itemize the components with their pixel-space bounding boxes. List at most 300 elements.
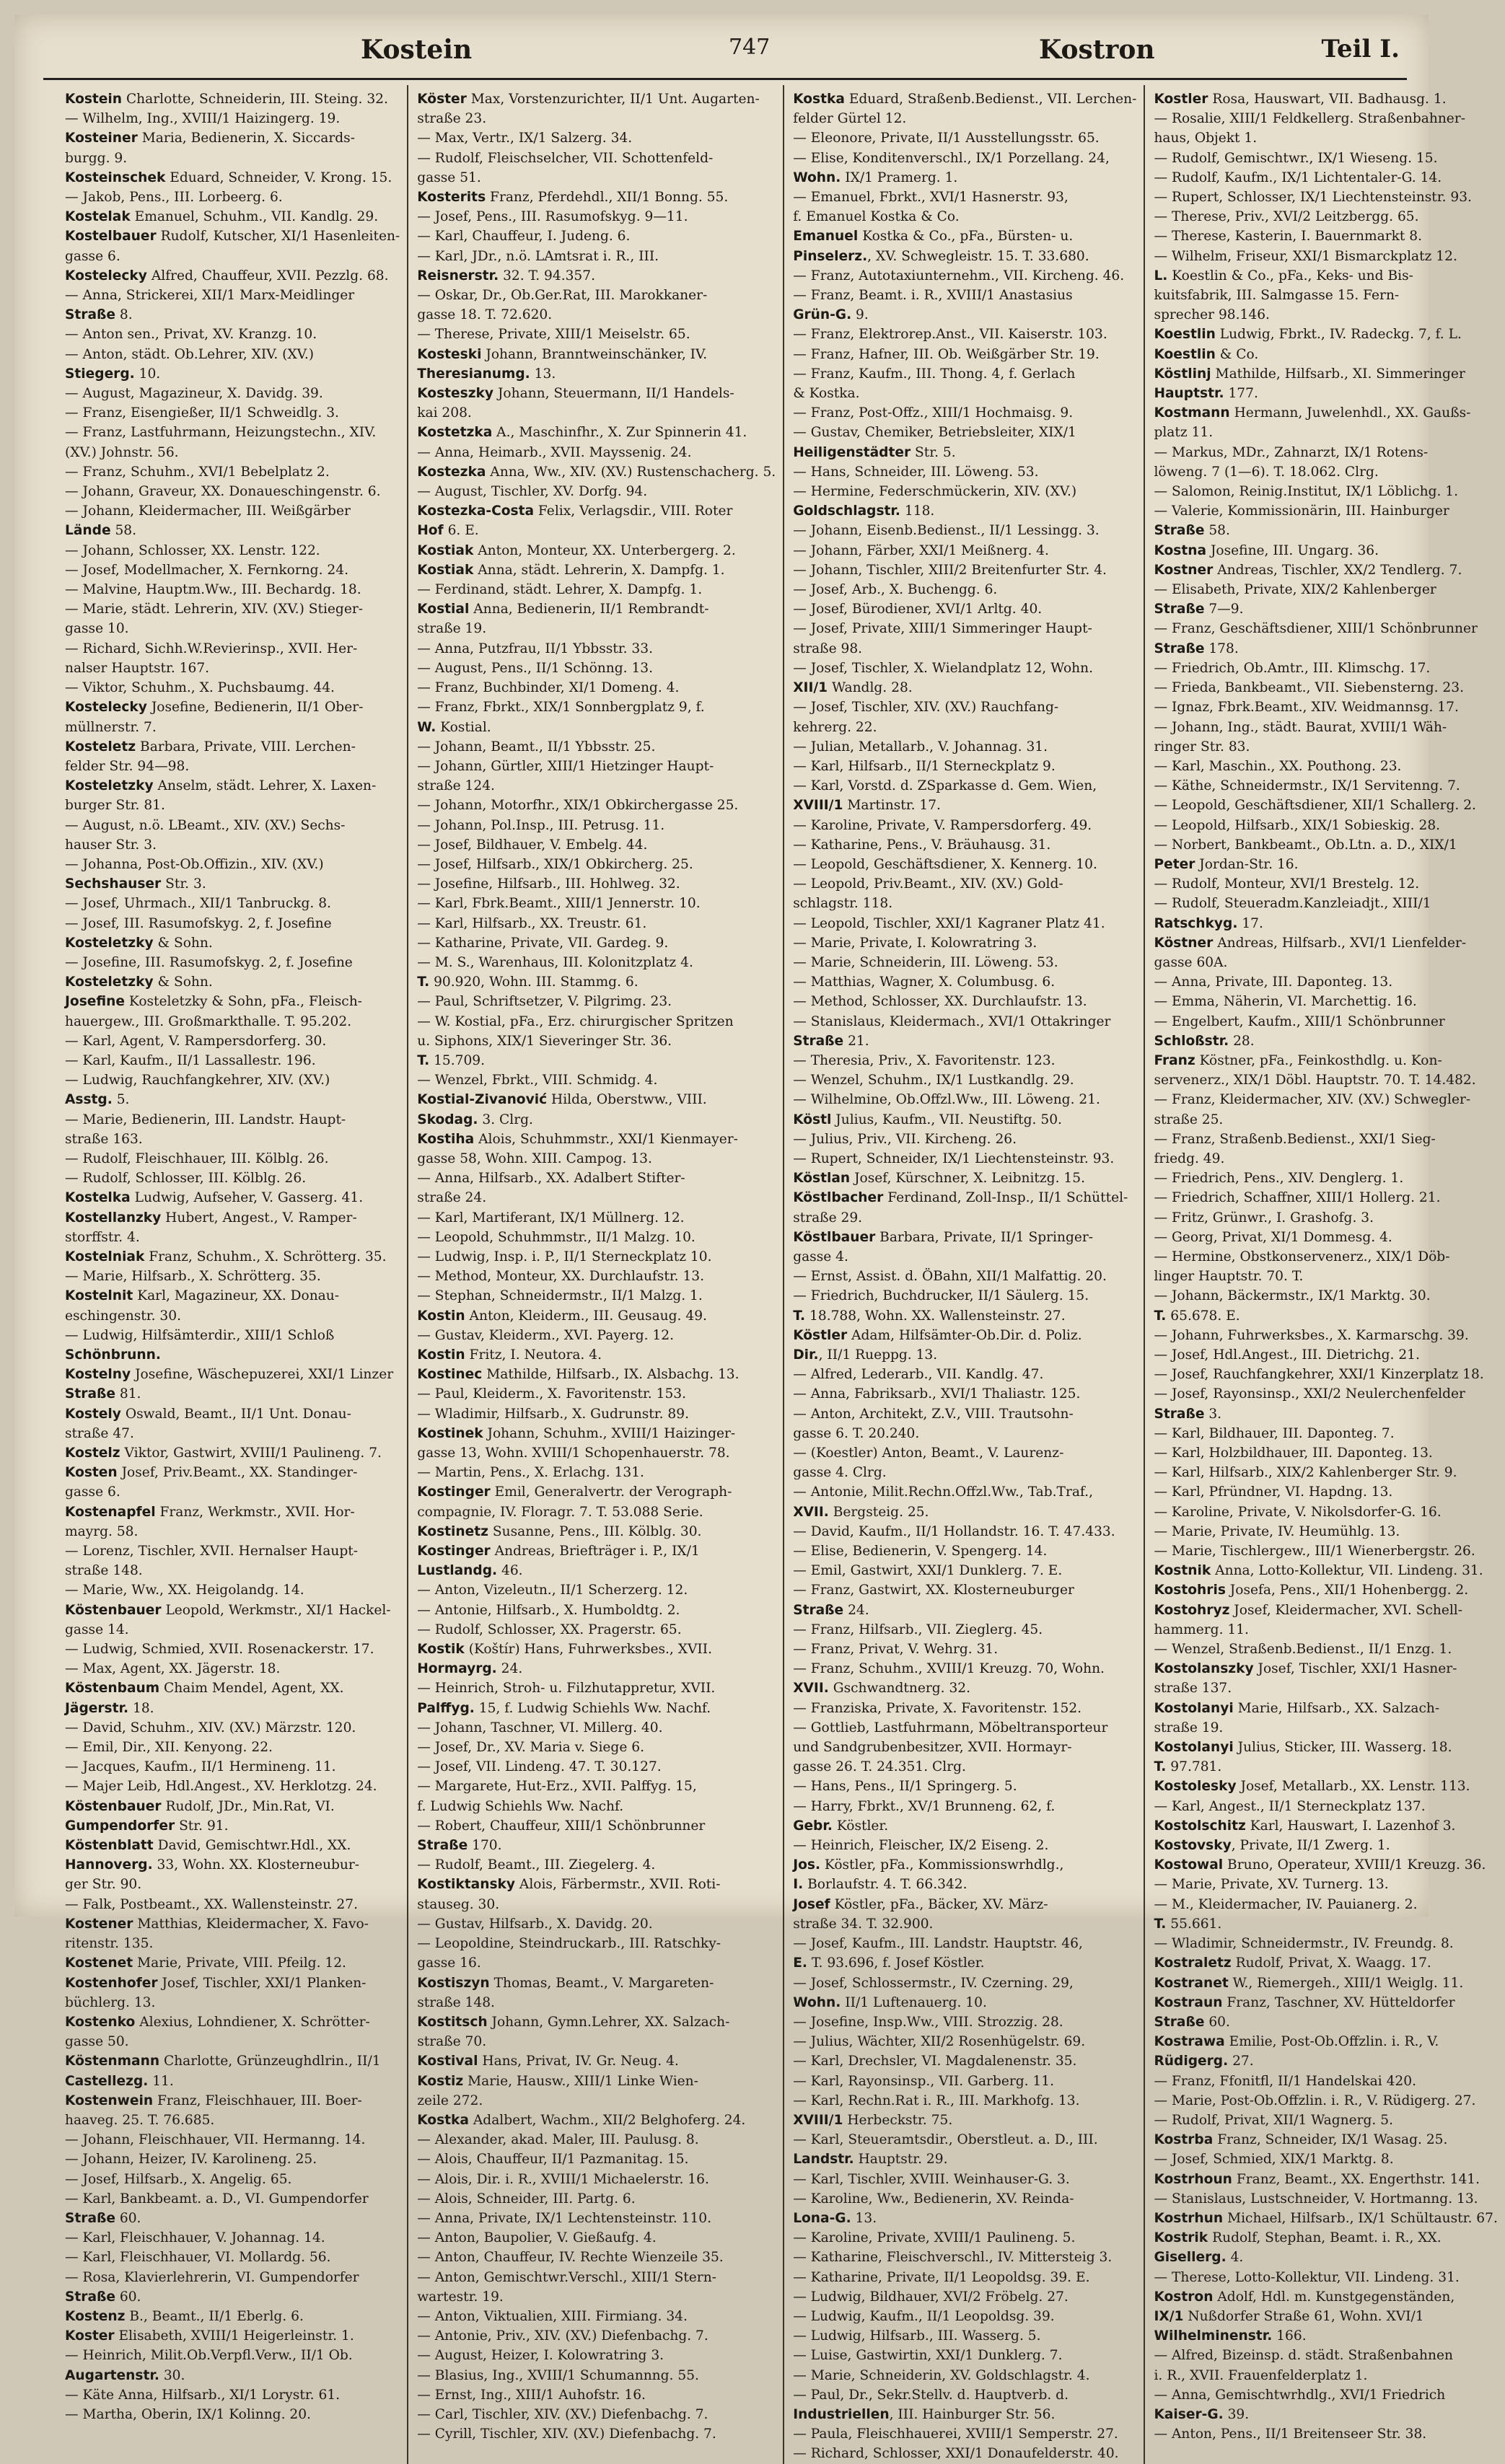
directory-entry-line: — Josef, Rauchfangkehrer, XXI/1 Kinzerplatz 18.	[1154, 1367, 1484, 1383]
directory-entry-line: Kostin Fritz, I. Neutora. 4.	[417, 1347, 602, 1363]
entry-headword: Kostelnit	[65, 1288, 133, 1304]
directory-entry-line: eschingenstr. 30.	[65, 1308, 181, 1324]
entry-headword: Straße	[1154, 523, 1205, 539]
entry-headword: Kosteinschek	[65, 170, 166, 185]
directory-entry-line: — Josef, Hilfsarb., XIX/1 Obkircherg. 25.	[417, 856, 693, 872]
directory-entry-line: — Franz, Post-Offz., XIII/1 Hochmaisg. 9.	[793, 405, 1074, 421]
directory-entry-line: Skodag. 3. Clrg.	[417, 1112, 533, 1127]
directory-entry-line: — Julius, Wächter, XII/2 Rosenhügelstr. 69.	[793, 2034, 1086, 2050]
entry-headword: Kostelka	[65, 1190, 131, 1206]
entry-headword: Hauptstr.	[1154, 386, 1224, 402]
directory-entry-line: — Johann, Graveur, XX. Donaueschingenstr. 6.	[65, 484, 381, 500]
directory-entry-line: Straße 7—9.	[1154, 602, 1244, 617]
directory-entry-line: — Anton sen., Privat, XV. Kranzg. 10.	[65, 327, 317, 343]
directory-entry-line: — Leopoldine, Steindruckarb., III. Ratschky-	[417, 1936, 721, 1952]
directory-entry-line: — W. Kostial, pFa., Erz. chirurgischer Spritzen	[417, 1013, 734, 1029]
directory-entry-line: — Josef, Uhrmach., XII/1 Tanbruckg. 8.	[65, 896, 331, 912]
directory-entry-line: Kostraletz Rudolf, Privat, X. Waagg. 17.	[1154, 1955, 1431, 1971]
directory-entry-line: straße 19.	[417, 621, 487, 637]
entry-headword: Kostna	[1154, 542, 1207, 558]
directory-entry-line: — Friedrich, Pens., XIV. Denglerg. 1.	[1154, 1171, 1404, 1187]
entry-headword: Köstlinj	[1154, 366, 1211, 382]
entry-headword: T.	[417, 1052, 430, 1068]
directory-entry-line: — Josef, Hilfsarb., X. Angelig. 65.	[65, 2171, 292, 2187]
directory-entry-line: Kostelecky Josefine, Bedienerin, II/1 Ober-	[65, 700, 364, 716]
entry-headword: Kostiszyn	[417, 1975, 490, 1991]
directory-entry-line: Kostrhoun Franz, Beamt., XX. Engerthstr. 141.	[1154, 2171, 1480, 2187]
entry-headword: Kostrhoun	[1154, 2171, 1232, 2187]
directory-entry-line: straße 148.	[65, 1563, 143, 1579]
directory-entry-line: Koster Elisabeth, XVIII/1 Heigerleinstr. 1.	[65, 2328, 354, 2344]
directory-entry-line: — M. S., Warenhaus, III. Kolonitzplatz 4.	[417, 954, 693, 970]
directory-entry-line: müllnerstr. 7.	[65, 719, 157, 735]
directory-entry-line: — Karl, Steueramtsdir., Oberstleut. a. D., III.	[793, 2132, 1098, 2148]
directory-entry-line: Kostetzka A., Maschinfhr., X. Zur Spinnerin 41.	[417, 425, 747, 441]
directory-entry-line: Köstler Adam, Hilfsämter-Ob.Dir. d. Poliz.	[793, 1327, 1082, 1343]
directory-entry-line: büchlerg. 13.	[65, 1994, 156, 2010]
entry-headword: Josef	[793, 1896, 830, 1912]
directory-entry-line: — Luise, Gastwirtin, XXI/1 Dunklerg. 7.	[793, 2348, 1063, 2364]
directory-entry-line: i. R., XVII. Frauenfelderplatz 1.	[1154, 2367, 1368, 2383]
directory-entry-line: Kostolesky Josef, Metallarb., XX. Lenstr. 113.	[1154, 1779, 1470, 1795]
directory-entry-line: friedg. 49.	[1154, 1150, 1225, 1166]
entry-headword: Kostik	[417, 1642, 465, 1658]
directory-entry-line: Goldschlagstr. 118.	[793, 503, 935, 519]
directory-entry-line: — Method, Schlosser, XX. Durchlaufstr. 13.	[793, 994, 1087, 1010]
directory-entry-line: burger Str. 81.	[65, 798, 165, 814]
directory-entry-line: — Franz, Hilfsarb., VII. Zieglerg. 45.	[793, 1622, 1043, 1637]
entry-headword: Reisnerstr.	[417, 268, 499, 283]
entry-headword: Kostowal	[1154, 1857, 1224, 1873]
directory-entry-line: — Katharine, Fleischverschl., IV. Mittersteig 3.	[793, 2250, 1113, 2266]
directory-page	[14, 14, 1498, 2462]
directory-entry-line: Kostolanyi Julius, Sticker, III. Wasserg. 18.	[1154, 1740, 1452, 1756]
directory-entry-line: — Johann, Fleischhauer, VII. Hermanng. 14.	[65, 2132, 366, 2148]
directory-entry-line: u. Siphons, XIX/1 Sieveringer Str. 36.	[417, 1033, 672, 1049]
directory-entry-line: Kostinec Mathilde, Hilfsarb., IX. Alsbachg. 13.	[417, 1367, 740, 1383]
directory-entry-line: — David, Kaufm., II/1 Hollandstr. 16. T. 47.433.	[793, 1523, 1115, 1539]
entry-headword: Hormayrg.	[417, 1661, 497, 1677]
column-2	[407, 85, 783, 2464]
entry-headword: Köstlbauer	[793, 1229, 876, 1245]
entry-headword: Palffyg.	[417, 1700, 475, 1716]
directory-entry-line: Kostelnit Karl, Magazineur, XX. Donau-	[65, 1288, 340, 1304]
entry-headword: Kostinger	[417, 1484, 491, 1500]
entry-headword: Kostraletz	[1154, 1955, 1232, 1971]
directory-entry-line: Wohn. IX/1 Pramerg. 1.	[793, 170, 958, 185]
directory-entry-line: — Marie, Private, IV. Heumühlg. 13.	[1154, 1523, 1400, 1539]
entry-headword: XVIII/1	[793, 2112, 843, 2128]
directory-entry-line: — Anton, Viktualien, XIII. Firmiang. 34.	[417, 2308, 688, 2324]
columns	[43, 85, 1498, 2462]
directory-entry-line: Kostenz B., Beamt., II/1 Eberlg. 6.	[65, 2308, 304, 2324]
directory-entry-line: — Rudolf, Gemischtwr., IX/1 Wieseng. 15.	[1154, 150, 1438, 166]
directory-entry-line: — Franz, Geschäftsdiener, XIII/1 Schönbrunner	[1154, 621, 1478, 637]
directory-entry-line: — Gustav, Hilfsarb., X. Davidg. 20.	[417, 1916, 653, 1932]
directory-entry-line: gasse 60A.	[1154, 954, 1228, 970]
directory-entry-line: — Karl, Rechn.Rat i. R., III. Markhofg. 13.	[793, 2093, 1080, 2108]
entry-headword: Kostelak	[65, 209, 131, 225]
directory-entry-line: — Franz, Autotaxiunternehm., VII. Kircheng. 46.	[793, 268, 1125, 283]
directory-entry-line: — Anton, städt. Ob.Lehrer, XIV. (XV.)	[65, 346, 315, 362]
directory-entry-line: — Martha, Oberin, IX/1 Kolinng. 20.	[65, 2406, 311, 2422]
entry-headword: Kostein	[65, 92, 123, 107]
directory-entry-line: — Rudolf, Schlosser, XX. Pragerstr. 65.	[417, 1622, 682, 1637]
entry-headword: Köstl	[793, 1112, 832, 1127]
directory-entry-line: Jos. Köstler, pFa., Kommissionswrhdlg.,	[793, 1857, 1064, 1873]
directory-entry-line: — Marie, Post-Ob.Offzlin. i. R., V. Rüdigerg. 27.	[1154, 2093, 1476, 2108]
directory-entry-line: Kostohryz Josef, Kleidermacher, XVI. Schell-	[1154, 1602, 1463, 1618]
directory-entry-line: Augartenstr. 30.	[65, 2367, 185, 2383]
directory-entry-line: straße 24.	[417, 1190, 487, 1206]
directory-entry-line: — Max, Vertr., IX/1 Salzerg. 34.	[417, 131, 633, 146]
directory-entry-line: Kosteletzky Anselm, städt. Lehrer, X. Laxen-	[65, 778, 377, 794]
directory-entry-line: Kostna Josefine, III. Ungarg. 36.	[1154, 542, 1379, 558]
entry-headword: Jos.	[793, 1857, 821, 1873]
directory-entry-line: L. Koestlin & Co., pFa., Keks- und Bis-	[1154, 268, 1413, 283]
directory-entry-line: wartestr. 19.	[417, 2289, 504, 2305]
directory-entry-line: — Carl, Tischler, XIV. (XV.) Diefenbachg. 7.	[417, 2406, 708, 2422]
directory-entry-line: — Josef, Tischler, XIV. (XV.) Rauchfang-	[793, 700, 1059, 716]
directory-entry-line: — Wilhelm, Ing., XVIII/1 Haizingerg. 19.	[65, 111, 341, 127]
directory-entry-line: — Josef, Modellmacher, X. Fernkorng. 24.	[65, 562, 348, 578]
directory-entry-line: Kostrik Rudolf, Stephan, Beamt. i. R., XX.	[1154, 2230, 1442, 2246]
entry-headword: Köstner	[1154, 935, 1214, 951]
directory-entry-line: Kostiak Anton, Monteur, XX. Unterbergerg. 2.	[417, 542, 736, 558]
entry-headword: Kostin	[417, 1347, 465, 1363]
directory-entry-line: Heiligenstädter Str. 5.	[793, 444, 956, 460]
directory-entry-line: Franz Köstner, pFa., Feinkosthdlg. u. Kon-	[1154, 1052, 1442, 1068]
directory-entry-line: f. Emanuel Kostka & Co.	[793, 209, 960, 225]
directory-entry-line: hauser Str. 3.	[65, 837, 157, 853]
directory-entry-line: Köstenbauer Leopold, Werkmstr., XI/1 Hackel-	[65, 1602, 391, 1618]
directory-entry-line: — August, Tischler, XV. Dorfg. 94.	[417, 484, 648, 500]
directory-entry-line: — Therese, Private, XIII/1 Meiselstr. 65.	[417, 327, 690, 343]
directory-entry-line: Gumpendorfer Str. 91.	[65, 1818, 229, 1834]
directory-entry-line: — Rudolf, Beamt., III. Ziegelerg. 4.	[417, 1857, 656, 1873]
directory-entry-line: straße 163.	[65, 1131, 143, 1147]
directory-entry-line: Straße 3.	[1154, 1406, 1222, 1422]
directory-entry-line: nalser Hauptstr. 167.	[65, 660, 210, 676]
directory-entry-line: platz 11.	[1154, 425, 1214, 441]
directory-entry-line: — Hermine, Obstkonservenerz., XIX/1 Döb-	[1154, 1249, 1450, 1264]
directory-entry-line: — Anna, Heimarb., XVII. Mayssenig. 24.	[417, 444, 692, 460]
directory-entry-line: Kostrba Franz, Schneider, IX/1 Wasag. 25.	[1154, 2132, 1448, 2148]
directory-entry-line: — Wenzel, Schuhm., IX/1 Lustkandlg. 29.	[793, 1073, 1074, 1088]
directory-entry-line: — Katharine, Private, VII. Gardeg. 9.	[417, 935, 669, 951]
directory-entry-line: Kostenet Marie, Private, VIII. Pfeilg. 12.	[65, 1955, 346, 1971]
directory-entry-line: — Ferdinand, städt. Lehrer, X. Dampfg. 1.	[417, 582, 703, 598]
directory-entry-line: — Johann, Gürtler, XIII/1 Hietzinger Haupt-	[417, 758, 714, 774]
directory-entry-line: — Ernst, Ing., XIII/1 Auhofstr. 16.	[417, 2387, 646, 2403]
directory-entry-line: — Harry, Fbrkt., XV/1 Brunneng. 62, f.	[793, 1798, 1056, 1814]
directory-entry-line: Kaiser-G. 39.	[1154, 2406, 1250, 2422]
directory-entry-line: mayrg. 58.	[65, 1523, 139, 1539]
directory-entry-line: — Gottlieb, Lastfuhrmann, Möbeltransporteur	[793, 1720, 1108, 1735]
entry-headword: Kostka	[793, 92, 845, 107]
entry-headword: Kostelny	[65, 1367, 131, 1383]
directory-entry-line: Schloßstr. 28.	[1154, 1033, 1255, 1049]
directory-entry-line: — Leopold, Tischler, XXI/1 Kagraner Platz 41.	[793, 915, 1105, 931]
directory-entry-line: — Richard, Sichh.W.Revierinsp., XVII. Her-	[65, 641, 358, 656]
directory-entry-line: T. 97.781.	[1154, 1759, 1222, 1775]
entry-headword: Köstenbauer	[65, 1798, 162, 1814]
directory-entry-line: — Blasius, Ing., XVIII/1 Schumannng. 55.	[417, 2367, 699, 2383]
directory-entry-line: — Anna, Strickerei, XII/1 Marx-Meidlinger	[65, 288, 355, 304]
directory-entry-line: haaveg. 25. T. 76.685.	[65, 2112, 215, 2128]
directory-entry-line: Kostely Oswald, Beamt., II/1 Unt. Donau-	[65, 1406, 351, 1422]
directory-entry-line: — Lorenz, Tischler, XVII. Hernalser Haupt-	[65, 1544, 358, 1559]
directory-entry-line: Köstlbauer Barbara, Private, II/1 Springer-	[793, 1229, 1094, 1245]
directory-entry-line: — Frieda, Bankbeamt., VII. Siebensterng. 23.	[1154, 680, 1465, 696]
entry-headword: Kostrhun	[1154, 2210, 1224, 2226]
directory-entry-line: — Josefine, Insp.Ww., VIII. Strozzig. 28.	[793, 2014, 1063, 2030]
directory-entry-line: — Anna, Putzfrau, II/1 Ybbsstr. 33.	[417, 641, 653, 656]
directory-entry-line: Kostinger Andreas, Briefträger i. P., IX/1	[417, 1544, 700, 1559]
directory-entry-line: — Karl, Holzbildhauer, III. Dapontеg. 13.	[1154, 1446, 1433, 1461]
directory-entry-line: — Marie, Schneiderin, XV. Goldschlagstr. 4.	[793, 2367, 1090, 2383]
directory-entry-line: — Leopold, Hilfsarb., XIX/1 Sobieskig. 28.	[1154, 817, 1441, 833]
directory-entry-line: — Karoline, Private, V. Nikolsdorfer-G. 16.	[1154, 1504, 1442, 1520]
directory-entry-line: gasse 6.	[65, 1484, 120, 1500]
entry-headword: Kostinek	[417, 1425, 483, 1441]
directory-entry-line: Kostron Adolf, Hdl. m. Kunstgegenständen,	[1154, 2289, 1455, 2305]
entry-headword: Kostinetz	[417, 1523, 488, 1539]
directory-entry-line: — Karl, Pfründner, VI. Hapdng. 13.	[1154, 1484, 1393, 1500]
directory-entry-line: — Wilhelmine, Ob.Offzl.Ww., III. Löweng. 21.	[793, 1092, 1100, 1108]
directory-entry-line: hauergew., III. Großmarkthalle. T. 95.202.	[65, 1013, 352, 1029]
directory-entry-line: — Rupert, Schneider, IX/1 Liechtensteinstr. 93.	[793, 1150, 1115, 1166]
directory-entry-line: Kostener Matthias, Kleidermacher, X. Favo-	[65, 1916, 369, 1932]
directory-entry-line: — Josef, Bildhauer, V. Embelg. 44.	[417, 837, 648, 853]
directory-entry-line: Hormayrg. 24.	[417, 1661, 523, 1677]
entry-headword: T.	[793, 1308, 806, 1324]
entry-headword: Augartenstr.	[65, 2367, 159, 2383]
directory-entry-line: ringer Str. 83.	[1154, 739, 1250, 754]
entry-headword: Kostenhofer	[65, 1975, 158, 1991]
directory-entry-line: — Paula, Fleischhauerei, XVIII/1 Semperstr. 27.	[793, 2426, 1118, 2442]
entry-headword: Kostiak	[417, 562, 474, 578]
directory-entry-line: — Emma, Näherin, VI. Marchettig. 16.	[1154, 994, 1417, 1010]
directory-entry-line: — Karl, Angest., II/1 Sterneckplatz 137.	[1154, 1798, 1426, 1814]
directory-entry-line: Sechshauser Str. 3.	[65, 876, 206, 892]
entry-headword: Grün-G.	[793, 307, 852, 323]
directory-entry-line: — Stanislaus, Lustschneider, V. Hortmanng. 13.	[1154, 2191, 1478, 2206]
directory-entry-line: — Franz, Buchbinder, XI/1 Domeng. 4.	[417, 680, 680, 696]
directory-entry-line: Palffyg. 15, f. Ludwig Schiehls Ww. Nachf.	[417, 1700, 711, 1716]
entry-headword: Kosteski	[417, 346, 482, 362]
directory-entry-line: — Anna, Fabriksarb., XVI/1 Thaliastr. 125.	[793, 1386, 1081, 1402]
directory-entry-line: — Wenzel, Fbrkt., VIII. Schmidg. 4.	[417, 1073, 658, 1088]
directory-entry-line: Kosteiner Maria, Bedienerin, X. Siccards-	[65, 131, 356, 146]
entry-headword: Kostiak	[417, 542, 474, 558]
directory-entry-line: — Franz, Gastwirt, XX. Klosterneuburger	[793, 1583, 1074, 1598]
directory-entry-line: — Josefine, III. Rasumofskyg. 2, f. Josefine	[65, 954, 353, 970]
directory-entry-line: Hannoverg. 33, Wohn. XX. Klosterneubur-	[65, 1857, 360, 1873]
directory-entry-line: straße 23.	[417, 111, 487, 127]
entry-headword: Straße	[1154, 2014, 1205, 2030]
entry-headword: Kostelecky	[65, 700, 147, 716]
directory-entry-line: gasse 10.	[65, 621, 129, 637]
directory-entry-line: — Ludwig, Kaufm., II/1 Leopoldsg. 39.	[793, 2308, 1055, 2324]
directory-entry-line: gasse 26. T. 24.351. Clrg.	[793, 1759, 966, 1775]
directory-entry-line: — August, Heizer, I. Kolowratring 3.	[417, 2348, 664, 2364]
entry-headword: Kostenko	[65, 2014, 136, 2030]
directory-entry-line: — Karl, JDr., n.ö. LAmtsrat i. R., III.	[417, 248, 659, 264]
directory-entry-line: Straße 178.	[1154, 641, 1239, 656]
directory-entry-line: Lustlandg. 46.	[417, 1563, 523, 1579]
entry-headword: Stiegerg.	[65, 366, 135, 382]
directory-entry-line: — Paul, Schriftsetzer, V. Pilgrimg. 23.	[417, 994, 672, 1010]
directory-entry-line: Straße 60.	[1154, 2014, 1230, 2030]
directory-entry-line: XVII. Bergsteig. 25.	[793, 1504, 929, 1520]
directory-entry-line: haus, Objekt 1.	[1154, 131, 1258, 146]
directory-entry-line: Straße 24.	[793, 1602, 869, 1618]
directory-entry-line: Köstner Andreas, Hilfsarb., XVI/1 Lienfelder-	[1154, 935, 1467, 951]
directory-entry-line: — Anton, Baupolier, V. Gießaufg. 4.	[417, 2230, 657, 2246]
directory-entry-line: compagnie, IV. Floragr. 7. T. 53.088 Serie.	[417, 1504, 703, 1520]
directory-entry-line: Kostiktansky Alois, Färbermstr., XVII. Roti-	[417, 1877, 721, 1893]
directory-entry-line: Kosteletzky & Sohn.	[65, 935, 213, 951]
entry-headword: Kostranet	[1154, 1975, 1229, 1991]
entry-headword: Köstenbaum	[65, 1681, 160, 1697]
entry-headword: Castellezg.	[65, 2073, 149, 2089]
directory-entry-line: Grün-G. 9.	[793, 307, 869, 323]
directory-entry-line: stauseg. 30.	[417, 1896, 500, 1912]
directory-entry-line: straße 34. T. 32.900.	[793, 1916, 934, 1932]
entry-headword: E.	[793, 1955, 807, 1971]
entry-headword: Kostezka	[417, 464, 486, 480]
directory-entry-line: — Josef, VII. Lindeng. 47. T. 30.127.	[417, 1759, 662, 1775]
directory-entry-line: T. 18.788, Wohn. XX. Wallensteinstr. 27.	[793, 1308, 1066, 1324]
entry-headword: Kostenet	[65, 1955, 133, 1971]
directory-entry-line: kehrerg. 22.	[793, 719, 877, 735]
entry-headword: Jägerstr.	[65, 1700, 129, 1716]
directory-entry-line: Kostelniak Franz, Schuhm., X. Schrötterg. 35.	[65, 1249, 387, 1264]
directory-entry-line: — Heinrich, Milit.Ob.Verpfl.Verw., II/1 Ob.	[65, 2348, 353, 2364]
entry-headword: Gebr.	[793, 1818, 833, 1834]
directory-entry-line: Kostiha Alois, Schuhmmstr., XXI/1 Kienmayer-	[417, 1131, 738, 1147]
directory-entry-line: — Karl, Fbrk.Beamt., XIII/1 Jennerstr. 10.	[417, 896, 701, 912]
directory-entry-line: Pinselerz., XV. Schwegleistr. 15. T. 33.680.	[793, 248, 1089, 264]
directory-entry-line: Kostitsch Johann, Gymn.Lehrer, XX. Salzach-	[417, 2014, 730, 2030]
entry-headword: Ratschkyg.	[1154, 915, 1238, 931]
directory-entry-line: — Jacques, Kaufm., II/1 Hermineng. 11.	[65, 1759, 336, 1775]
entry-headword: Kosten	[65, 1465, 118, 1481]
directory-entry-line: Kostiak Anna, städt. Lehrerin, X. Dampfg. 1.	[417, 562, 725, 578]
directory-entry-line: — Friedrich, Schaffner, XIII/1 Hollerg. 21.	[1154, 1190, 1441, 1206]
directory-entry-line: — Alois, Schneider, III. Partg. 6.	[417, 2191, 636, 2206]
entry-headword: Kostraun	[1154, 1994, 1223, 2010]
directory-entry-line: — Karoline, Private, XVIII/1 Paulineng. 5.	[793, 2230, 1076, 2246]
directory-entry-line: XVIII/1 Herbeckstr. 75.	[793, 2112, 953, 2128]
header-first-entry: Kostein	[361, 35, 473, 65]
directory-entry-line: Kosteletzky & Sohn.	[65, 974, 213, 990]
directory-entry-line: — August, Magazineur, X. Davidg. 39.	[65, 386, 323, 402]
entry-headword: Kostetzka	[417, 425, 493, 441]
directory-entry-line: Kostezka Anna, Ww., XIV. (XV.) Rustenschacherg. 5.	[417, 464, 776, 480]
directory-entry-line: — Franz, Schuhm., XVIII/1 Kreuzg. 70, Wohn.	[793, 1661, 1105, 1677]
entry-headword: Kostenapfel	[65, 1504, 156, 1520]
directory-entry-line: — Anton, Gemischtwr.Verschl., XIII/1 Stern-	[417, 2269, 716, 2285]
directory-entry-line: — Eleonore, Private, II/1 Ausstellungsstr. 65.	[793, 131, 1100, 146]
directory-entry-line: — Karl, Fleischhauer, VI. Mollardg. 56.	[65, 2250, 331, 2266]
entry-headword: Straße	[1154, 602, 1205, 617]
entry-headword: Köstlan	[793, 1171, 851, 1187]
directory-entry-line: Castellezg. 11.	[65, 2073, 174, 2089]
directory-entry-line: gasse 50.	[65, 2034, 129, 2050]
directory-entry-line: — Wladimir, Schneidermstr., IV. Freundg. 8.	[1154, 1936, 1454, 1952]
directory-entry-line: — Friedrich, Ob.Amtr., III. Klimschg. 17.	[1154, 660, 1431, 676]
entry-headword: Hannoverg.	[65, 1857, 153, 1873]
entry-headword: Kostiz	[417, 2073, 464, 2089]
directory-entry-line: gasse 18. T. 72.620.	[417, 307, 553, 323]
directory-entry-line: gasse 4. Clrg.	[793, 1465, 887, 1481]
entry-headword: Straße	[65, 307, 115, 323]
directory-entry-line: Kosteinschek Eduard, Schneider, V. Krong. 15.	[65, 170, 392, 185]
directory-entry-line: Straße 21.	[793, 1033, 869, 1049]
entry-headword: Kostolanyi	[1154, 1740, 1234, 1756]
directory-entry-line: — Gustav, Chemiker, Betriebsleiter, XIX/1	[793, 425, 1076, 441]
directory-entry-line: straße 25.	[1154, 1112, 1224, 1127]
directory-entry-line: — Franz, Eisengießer, II/1 Schweidlg. 3.	[65, 405, 339, 421]
entry-headword: Asstg.	[65, 1092, 113, 1108]
directory-entry-line: — Katharine, Private, II/1 Leopoldsg. 39. E.	[793, 2269, 1090, 2285]
entry-headword: IX/1	[1154, 2308, 1184, 2324]
entry-headword: Kosteletzky	[65, 778, 154, 794]
directory-entry-line: Köstl Julius, Kaufm., VII. Neustiftg. 50.	[793, 1112, 1062, 1127]
directory-entry-line: — Stephan, Schneidermstr., II/1 Malzg. 1.	[417, 1288, 703, 1304]
directory-entry-line: Kostowal Bruno, Operateur, XVIII/1 Kreuzg. 36.	[1154, 1857, 1486, 1873]
directory-entry-line: — Max, Agent, XX. Jägerstr. 18.	[65, 1661, 281, 1677]
entry-headword: Gumpendorfer	[65, 1818, 175, 1834]
directory-entry-line: — Julius, Priv., VII. Kircheng. 26.	[793, 1131, 1017, 1147]
directory-entry-line: — Franz, Beamt. i. R., XVIII/1 Anastasius	[793, 288, 1073, 304]
directory-entry-line: — Anton, Architekt, Z.V., VIII. Trautsohn-	[793, 1406, 1074, 1422]
entry-headword: Hof	[417, 523, 444, 539]
directory-entry-line: Kostelny Josefine, Wäschepuzerei, XXI/1 Linzer	[65, 1367, 394, 1383]
directory-entry-line: Köstenbaum Chaim Mendel, Agent, XX.	[65, 1681, 344, 1697]
directory-entry-line: — Emil, Dir., XII. Kenyong. 22.	[65, 1740, 273, 1756]
directory-entry-line: — Elise, Konditenverschl., IX/1 Porzellang. 24,	[793, 150, 1110, 166]
entry-headword: Kostohris	[1154, 1583, 1226, 1598]
column-4	[1144, 85, 1504, 2464]
directory-entry-line: (XV.) Johnstr. 56.	[65, 444, 179, 460]
header-last-entry: Kostron	[1039, 35, 1155, 65]
directory-entry-line: kai 208.	[417, 405, 472, 421]
directory-entry-line: — Elisabeth, Private, XIX/2 Kahlenberger	[1154, 582, 1436, 598]
directory-entry-line: — Karoline, Ww., Bedienerin, XV. Reinda-	[793, 2191, 1074, 2206]
entry-headword: Köstenblatt	[65, 1838, 154, 1854]
entry-headword: Kostelecky	[65, 268, 147, 283]
directory-entry-line: Kostiszyn Thomas, Beamt., V. Margareten-	[417, 1975, 714, 1991]
directory-entry-line: straße 148.	[417, 1994, 495, 2010]
directory-entry-line: straße 124.	[417, 778, 495, 794]
directory-entry-line: Theresianumg. 13.	[417, 366, 556, 382]
directory-entry-line: — Alfred, Bizeinsp. d. städt. Straßenbahnen	[1154, 2348, 1453, 2364]
directory-entry-line: Straße 58.	[1154, 523, 1230, 539]
entry-headword: Kostitsch	[417, 2014, 488, 2030]
directory-entry-line: — Heinrich, Stroh- u. Filzhutappretur, XVII.	[417, 1681, 716, 1697]
directory-entry-line: — Julian, Metallarb., V. Johannag. 31.	[793, 739, 1048, 754]
directory-entry-line: Kostrawa Emilie, Post-Ob.Offzlin. i. R., V.	[1154, 2034, 1439, 2050]
entry-headword: Köster	[417, 92, 467, 107]
directory-entry-line: Lona-G. 13.	[793, 2210, 877, 2226]
entry-headword: Kostelniak	[65, 1249, 145, 1264]
entry-headword: Industriellen	[793, 2406, 890, 2422]
directory-entry-line: burgg. 9.	[65, 150, 128, 166]
entry-headword: Lona-G.	[793, 2210, 851, 2226]
